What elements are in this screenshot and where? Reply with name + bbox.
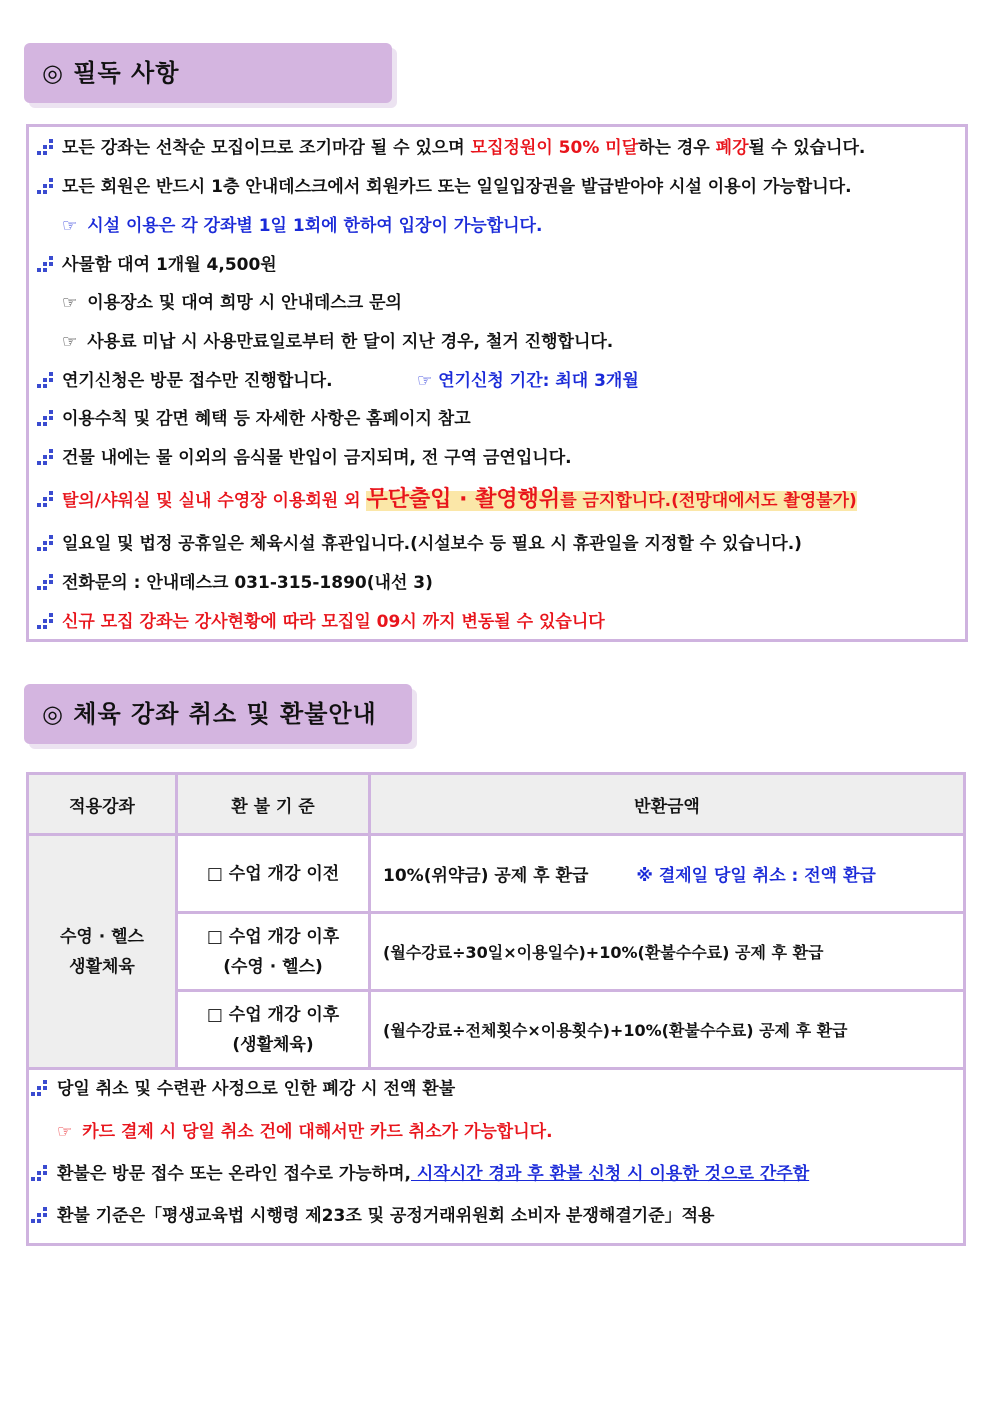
- amount-cell: (월수강료÷전체횟수×이용횟수)+10%(환불수수료) 공제 후 환급: [370, 991, 965, 1069]
- header-amount: 반환금액: [370, 774, 965, 835]
- pointing-hand-icon: ☞: [62, 216, 78, 236]
- notice-subline: ☞ 사용료 미납 시 사용만료일로부터 한 달이 지난 경우, 철거 진행합니다.: [62, 332, 614, 352]
- notice-subline: ☞ 시설 이용은 각 강좌별 1일 1회에 한하여 입장이 가능합니다.: [62, 216, 543, 236]
- notice-line: 건물 내에는 물 이외의 음식물 반입이 금지되며, 전 구역 금연입니다.: [29, 445, 965, 471]
- notice-line-warning: 탈의/샤워실 및 실내 수영장 이용회원 외 무단출입 · 촬영행위를 금지합니다.(전망대에서도 촬영불가): [29, 485, 965, 515]
- criterion-cell: □ 수업 개강 이후 (생활체육): [177, 991, 370, 1069]
- header-criterion: 환 불 기 준: [177, 774, 370, 835]
- header-course: 적용강좌: [28, 774, 177, 835]
- notice-line: 모든 회원은 반드시 1층 안내데스크에서 회원카드 또는 일일입장권을 발급받아야 시설 이용이 가능합니다.: [29, 174, 965, 200]
- bullet-icon: [37, 613, 57, 633]
- refund-note-line: 당일 취소 및 수련관 사정으로 인한 폐강 시 전액 환불: [29, 1076, 963, 1102]
- amount-cell: 10%(위약금) 공제 후 환급 ※ 결제일 당일 취소 : 전액 환급: [370, 835, 965, 913]
- bullet-icon: [31, 1165, 51, 1185]
- criterion-cell: □ 수업 개강 이후 (수영 · 헬스): [177, 913, 370, 991]
- notice-line: 전화문의 : 안내데스크 031-315-1890(내선 3): [29, 570, 965, 596]
- notice-line: 사물함 대여 1개월 4,500원: [29, 252, 965, 278]
- criterion-cell: □ 수업 개강 이전: [177, 835, 370, 913]
- bullet-icon: [37, 256, 57, 276]
- section-title-refund: [24, 684, 412, 744]
- course-cell: 수영 · 헬스 생활체육: [28, 835, 177, 1069]
- bullet-icon: [37, 372, 57, 392]
- bullet-icon: [37, 449, 57, 469]
- section-title-must-read: [24, 43, 392, 103]
- notice-line: 연기신청은 방문 접수만 진행합니다. ☞ 연기신청 기간: 최대 3개월: [29, 368, 965, 394]
- bullet-icon: [37, 574, 57, 594]
- pointing-hand-icon: ☞: [57, 1122, 73, 1142]
- refund-table: [26, 772, 966, 1070]
- notice-line: 이용수칙 및 감면 혜택 등 자세한 사항은 홈페이지 참고: [29, 406, 965, 432]
- bullet-icon: [37, 535, 57, 555]
- notice-line: 모든 강좌는 선착순 모집이므로 조기마감 될 수 있으며 모집정원이 50% 미달하는 경우 폐강될 수 있습니다.: [29, 135, 965, 161]
- refund-note-subline: ☞ 카드 결제 시 당일 취소 건에 대해서만 카드 취소가 가능합니다.: [57, 1122, 553, 1142]
- section-title-text: ◎ 체육 강좌 취소 및 환불안내: [42, 700, 377, 728]
- bullet-icon: [31, 1207, 51, 1227]
- pointing-hand-icon: ☞: [62, 293, 78, 313]
- refund-note-line: 환불은 방문 접수 또는 온라인 접수로 가능하며, 시작시간 경과 후 환불 신청 시 이용한 것으로 간주함: [29, 1161, 963, 1187]
- pointing-hand-icon: ☞: [62, 332, 78, 352]
- notice-line: 신규 모집 강좌는 강사현황에 따라 모집일 09시 까지 변동될 수 있습니다: [29, 609, 965, 635]
- bullet-icon: [37, 178, 57, 198]
- refund-note-line: 환불 기준은「평생교육법 시행령 제23조 및 공정거래위원회 소비자 분쟁해결기준」적용: [29, 1203, 963, 1229]
- bullet-icon: [37, 139, 57, 159]
- notice-box: [26, 124, 968, 642]
- table-row: [28, 835, 965, 913]
- bullet-icon: [37, 491, 57, 511]
- notice-line: 일요일 및 법정 공휴일은 체육시설 휴관입니다.(시설보수 등 필요 시 휴관일을 지정할 수 있습니다.): [29, 531, 965, 557]
- bullet-icon: [37, 410, 57, 430]
- section-title-text: ◎ 필독 사항: [42, 59, 180, 87]
- refund-notes-box: [26, 1064, 966, 1246]
- amount-cell: (월수강료÷30일×이용일수)+10%(환불수수료) 공제 후 환급: [370, 913, 965, 991]
- bullet-icon: [31, 1080, 51, 1100]
- table-header-row: [28, 774, 965, 835]
- notice-subline: ☞ 이용장소 및 대여 희망 시 안내데스크 문의: [62, 293, 402, 313]
